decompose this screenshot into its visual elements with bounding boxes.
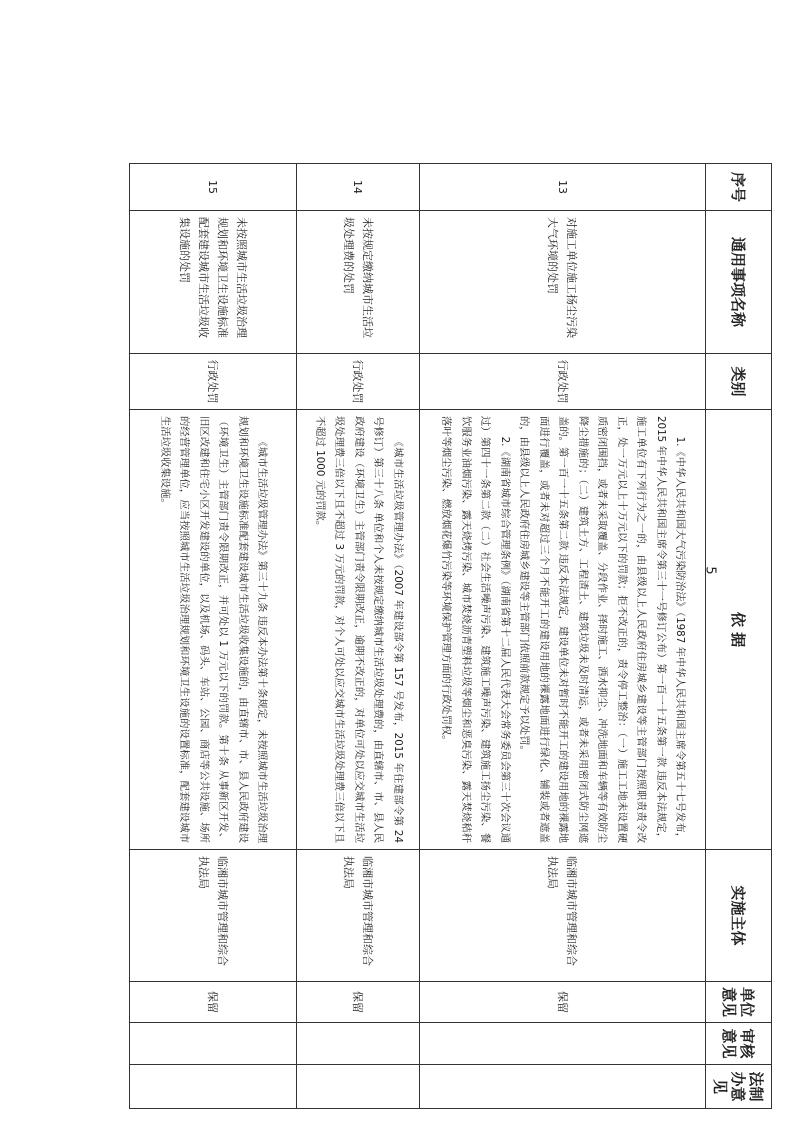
row-review-opinion — [297, 1023, 420, 1065]
row-num: 14 — [297, 164, 420, 211]
row-basis — [130, 410, 297, 850]
row-unit-opinion: 保留 — [130, 982, 297, 1023]
row-basis — [297, 410, 420, 850]
header-category: 类别 — [706, 354, 772, 410]
row-legal-opinion — [130, 1065, 297, 1109]
header-unit-opinion: 单位意见 — [706, 982, 772, 1023]
table-row — [297, 164, 420, 1109]
row-name: 对施工单位施工扬尘污染大气环境的处罚 — [420, 211, 706, 354]
header-num: 序号 — [706, 164, 772, 211]
basis-paragraph: 1.《中华人民共和国大气污染防治法》（1987 年中华人民共和国主席令第五十七号发布，2015 年中华人民共和国主席令第三十一号修订公布）第一百一十五条第一款 违反本法规定，施工单位有下列行为之一的，由县级以上人民政府住房城乡建设等主管部门按照职责责令改正，处一万元以上十万元以下的罚款；拒不改正的，责令停工整治：（一）施工工地未设置硬质密闭围挡，或者未采取覆盖、分段作业、择时施工、洒水抑尘、冲洗地面和车辆等有效防尘降尘措施的；（二）建筑土方、工程渣土、建筑垃圾未及时清运，或者未采用密闭式防尘网遮盖的。第一百一十五条第二款 违反本法规定，建设单位未对暂时不能开工的建设用地的裸露地面进行覆盖，或者未对超过三个月不能开工的建设用地的裸露地面进行绿化、铺装或者遮盖的，由县级以上人民政府住房城乡建设等主管部门依照前款规定予以处罚。 — [518, 416, 687, 843]
header-legal-opinion: 法制办意见 — [706, 1065, 772, 1109]
table-row — [420, 164, 706, 1109]
header-review-opinion: 审核意见 — [706, 1023, 772, 1065]
table-row — [130, 164, 297, 1109]
row-name: 未按规定缴纳城市生活垃圾处理费的处罚 — [297, 211, 420, 354]
row-legal-opinion — [420, 1065, 706, 1109]
row-implementer: 临湘市城市管理和综合执法局 — [130, 850, 297, 982]
row-category: 行政处罚 — [130, 354, 297, 410]
row-category: 行政处罚 — [420, 354, 706, 410]
table-header-row — [706, 164, 772, 1109]
row-review-opinion — [420, 1023, 706, 1065]
basis-paragraph: 《城市生活垃圾管理办法》（2007 年建设部令第 157 号发布，2015 年住建部令第 24 号修订）第三十八条 单位和个人未按规定缴纳城市生活垃圾处理费的，由直辖市、市、县人民政府建设（环境卫生）主管部门责令限期改正，逾期不改正的，对单位可处以应交城市生活垃圾处理费三倍以下且不超过 3 万元的罚款，对个人可处以应交城市生活垃圾处理费三倍以下且不超过 1000 元的罚款。 — [313, 416, 404, 843]
row-name: 未按照城市生活垃圾治理规划和环境卫生设施标准配套建设城市生活垃圾收集设施的处罚 — [130, 211, 297, 354]
row-unit-opinion: 保留 — [297, 982, 420, 1023]
matters-table — [129, 163, 772, 1109]
row-implementer: 临湘市城市管理和综合执法局 — [420, 850, 706, 982]
row-implementer: 临湘市城市管理和综合执法局 — [297, 850, 420, 982]
row-unit-opinion: 保留 — [420, 982, 706, 1023]
row-basis — [420, 410, 706, 850]
header-implementer: 实施主体 — [706, 850, 772, 982]
header-basis: 依 据 — [706, 410, 772, 850]
rotated-page-content — [130, 163, 772, 1108]
row-num: 13 — [420, 164, 706, 211]
header-name: 通用事项名称 — [706, 211, 772, 354]
row-category: 行政处罚 — [297, 354, 420, 410]
basis-paragraph: 2.《湖南省城市综合管理条例》（湖南省第十二届人民代表大会常务委员会第三十次会议通过）第四十一条第二款（二）社会生活噪声污染、建筑施工噪声污染、建筑施工扬尘污染、餐饮服务业油烟污染、露天烧烤污染、城市焚烧沥青塑料垃圾等烟尘和恶臭污染、露天焚烧秸秆落叶等烟尘污染、燃放烟花爆竹污染等环境保护管理方面的行政处罚权。 — [440, 416, 511, 843]
row-num: 15 — [130, 164, 297, 211]
row-legal-opinion — [297, 1065, 420, 1109]
row-review-opinion — [130, 1023, 297, 1065]
basis-paragraph: 《城市生活垃圾管理办法》第三十九条 违反本办法第十条规定，未按照城市生活垃圾治理规划和环境卫生设施标准配套建设城市生活垃圾收集设施的，由直辖市、市、县人民政府建设（环境卫生）主管部门责令限期改正，并可处以 1 万元以下的罚款。第十条 从事新区开发、旧区改建和住宅小区开发建设的单位，以及机场、码头、车站、公园、商店等公共设施、场所的经营管理单位，应当按照城市生活垃圾治理规划和环境卫生设施的设置标准，配套建设城市生活垃圾收集设施。 — [159, 416, 269, 843]
page-number: 5 — [702, 566, 718, 575]
